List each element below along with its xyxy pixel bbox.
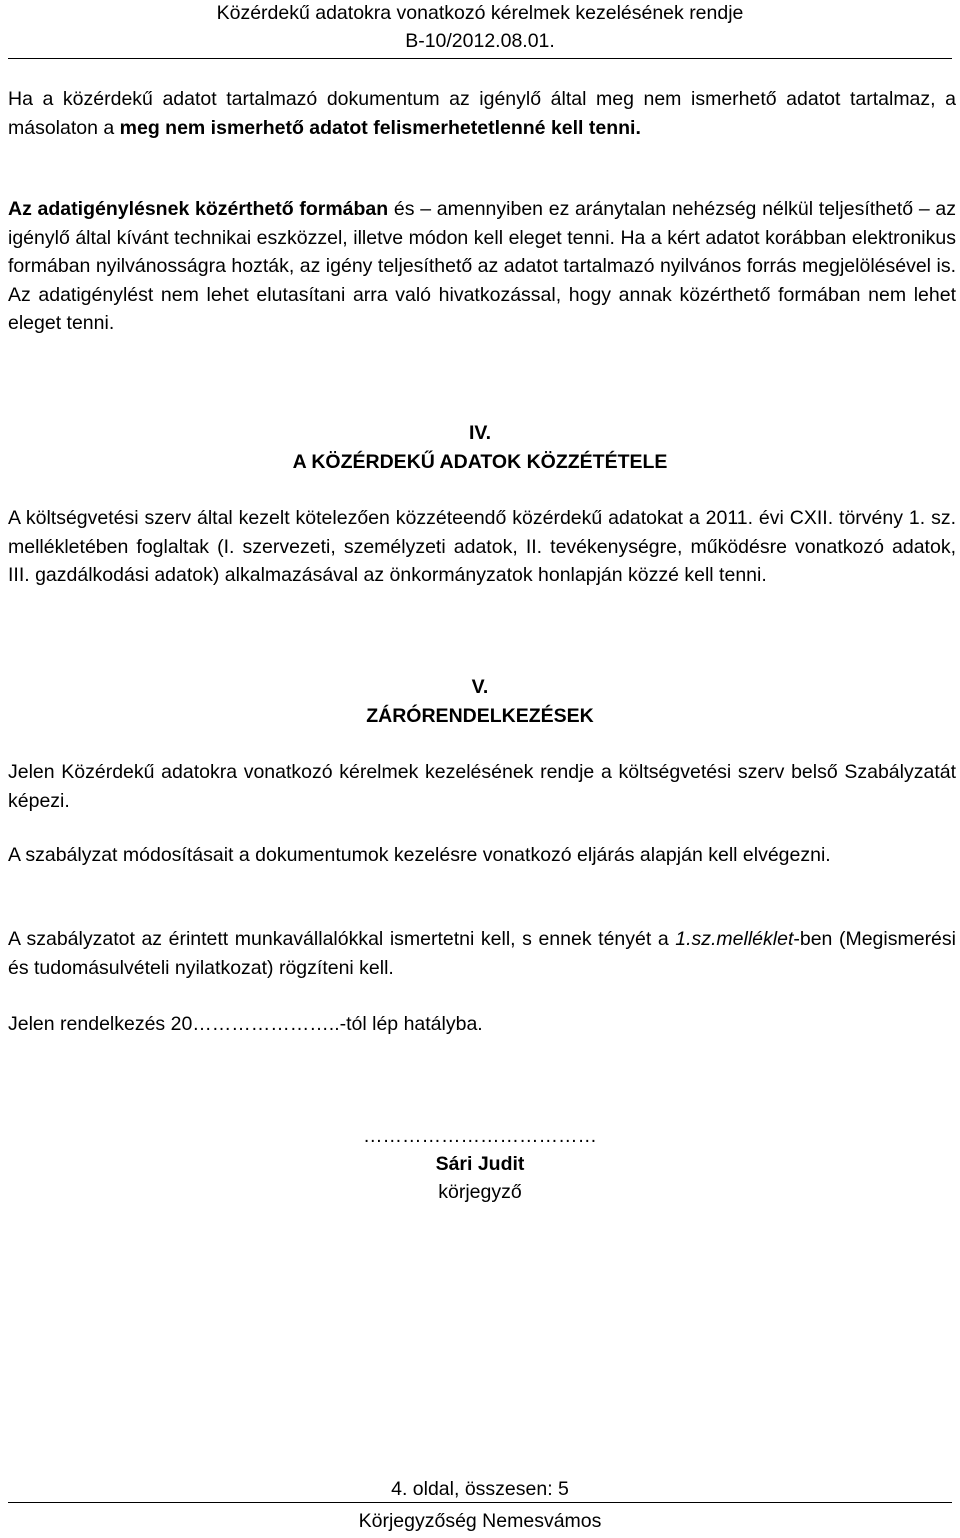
section-iv-text: A költségvetési szerv által kezelt kötelezően közzéteendő közérdekű adatokat a 2011. évi CXII. törvény 1. sz. mellékletében foglaltak (I. szervezeti, személyzeti adatok, II. tevékenységre, működésre vonatkozó adatok, III. gazdálkodási adatok) alkalmazásával az önkormányzatok honlapján közzé kell tenni. xyxy=(8,507,956,587)
header-title: Közérdekű adatokra vonatkozó kérelmek kezelésének rendje xyxy=(216,2,744,24)
signature-line: ……………………………… xyxy=(363,1125,597,1147)
footer-page-number: 4. oldal, összesen: 5 xyxy=(391,1478,569,1500)
signatory-name: Sári Judit xyxy=(435,1153,525,1175)
bold-phrase: Az adatigénylésnek közérthető formában xyxy=(8,198,389,220)
footer-divider xyxy=(8,1502,952,1503)
signatory-role: körjegyző xyxy=(438,1181,522,1203)
section-v-paragraph-2: A szabályzat módosításait a dokumentumok kezelésre vonatkozó eljárás alapján kell elvégezni. xyxy=(8,844,831,866)
header-divider xyxy=(8,58,952,59)
annex-reference: 1.sz.melléklet xyxy=(675,928,794,950)
bold-phrase: meg nem ismerhető adatot felismerhetetlenné kell tenni. xyxy=(119,116,641,139)
header-code: B-10/2012.08.01. xyxy=(405,30,555,52)
section-v-title: ZÁRÓRENDELKEZÉSEK xyxy=(366,705,594,727)
section-v-paragraph-3: A szabályzatot az érintett munkavállalókkal ismertetni kell, s ennek tényét a 1.sz.melléklet-ben (Megismerési és tudomásulvételi nyilatkozat) rögzíteni kell. xyxy=(8,928,956,979)
section-v-paragraph-1: Jelen Közérdekű adatokra vonatkozó kérelmek kezelésének rendje a költségvetési szerv belső Szabályzatát képezi. xyxy=(8,761,956,812)
section-iv-title: A KÖZÉRDEKŰ ADATOK KÖZZÉTÉTELE xyxy=(292,451,668,473)
paragraph-understandable-form: Az adatigénylésnek közérthető formában és – amennyiben ez aránytalan nehézség nélkül teljesíthető – az igénylő által kívánt technikai eszközzel, illetve módon kell eleget tenni. Ha a kért adatot korábban elektronikus formában nyilvánosságra hozták, az igény teljesíthető az adatot tartalmazó nyilvános forrás megjelölésével is. Az adatigénylést nem lehet elutasítani arra való hivatkozással, hogy annak közérthető formában nem lehet eleget tenni. xyxy=(8,198,956,335)
paragraph-masked-data: Ha a közérdekű adatot tartalmazó dokumentum az igénylő által meg nem ismerhető adatot tartalmaz, a másolaton a meg nem ismerhető adatot felismerhetetlenné kell tenni. xyxy=(8,88,956,139)
section-v-number: V. xyxy=(471,676,489,698)
footer-organization: Körjegyzőség Nemesvámos xyxy=(358,1510,602,1532)
section-iv-number: IV. xyxy=(468,422,492,444)
effective-date-line: Jelen rendelkezés 20…………………..-tól lép hatályba. xyxy=(8,1013,483,1035)
